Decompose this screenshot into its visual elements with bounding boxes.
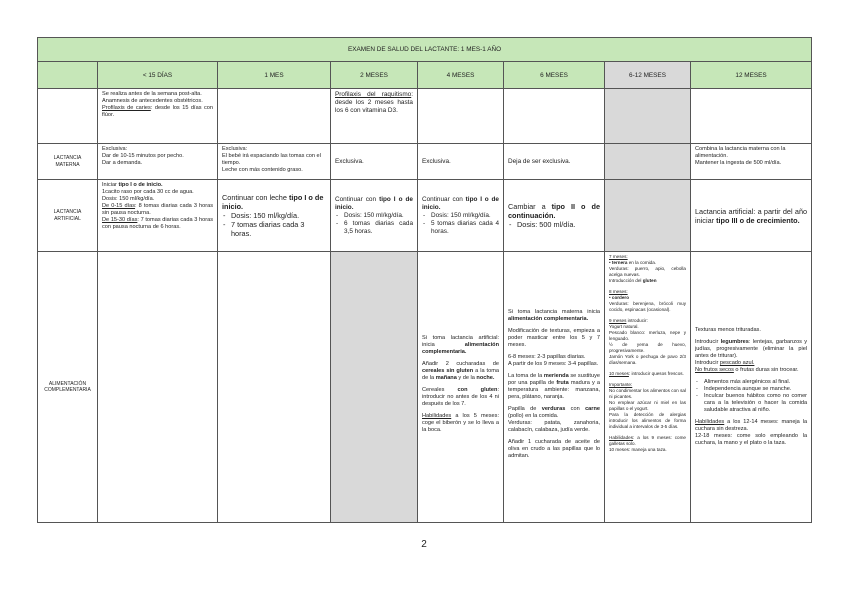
list-item: - Dosis: 500 ml/día. (517, 220, 600, 229)
cell-artificial-15-dias: Iniciar tipo I o de inicio. 1cacito raso por cada 30 cc de agua. Dosis: 150 ml/kg/día. De 0-15 días: 8 tomas diarias cada 3 horas sin pausa nocturna. De 15-30 días: 7 tomas diarias cada 3 horas con pausa nocturna de 6 horas. (98, 180, 218, 252)
row-label-lactancia-materna: LACTANCIA MATERNA (38, 144, 98, 180)
cell-complementaria-2-meses (331, 252, 418, 523)
list-item: - 6 tomas diarias cada 3,5 horas. (344, 220, 413, 236)
cell-complementaria-4-meses: Si toma lactancia artificial: inicia alimentación complementaria. Añadir 2 cucharadas de cereales sin gluten a la toma de la mañana y de la noche. Cereales con gluten: introducir no antes de los 4 ni después de los 7. Habilidades a los 5 meses: coge el biberón y se lo lleva a la boca. (418, 252, 504, 523)
cell-materna-1-mes: Exclusiva: El bebé irá espaciando las tomas con el tiempo. Leche con más contenido graso. (218, 144, 331, 180)
cell-materna-12-meses: Combina la lactancia materna con la alimentación. Mantener la ingesta de 500 ml/día. (691, 144, 812, 180)
list-item: - Dosis: 150 ml/kg/día. (431, 212, 499, 220)
cell-materna-15-dias: Exclusiva: Dar de 10-15 minutos por pecho. Dar a demanda. (98, 144, 218, 180)
cell-materna-4-meses: Exclusiva. (418, 144, 504, 180)
col-header-15-dias: < 15 DÍAS (98, 62, 218, 89)
cell-complementaria-12-meses: Texturas menos trituradas. Introducir legumbres: lentejas, garbanzos y judías, progresivamente (eliminar la piel antes de triturar). Introducir pescado azul. No frutos secos o frutas duras sin trocear. - Alimentos más alergénicos al final. - Independencia aunque se manche. - Inculcar buenos hábitos como no comer cara a la televisión o hacer la comida saludable atractiva al niño. Habilidades a los 12-14 meses: maneja la cuchara sin destreza. 12-18 meses: come solo empleando la cuchara, la mano y el plato o la taza. (691, 252, 812, 523)
cell-general-6-12-meses (605, 89, 691, 144)
table-row-lactancia-artificial (38, 180, 812, 252)
col-header-1-mes: 1 MES (218, 62, 331, 89)
cell-general-2-meses: Profilaxis del raquitismo: desde los 2 meses hasta los 6 con vitamina D3. (331, 89, 418, 144)
row-label-lactancia-artificial: LACTANCIA ARTIFICIAL (38, 180, 98, 252)
cell-complementaria-6-meses: Si toma lactancia materna inicia alimentación complementaria. Modificación de texturas, empieza a poder masticar entre los 5 y 7 meses. 6-8 meses: 2-3 papillas diarias. A partir de los 9 meses: 3-4 papillas. La toma de la merienda se sustituye por una papilla de fruta madura y a temperatura ambiente: manzana, pera, plátano, naranja. Papilla de verduras con carne (pollo) en la comida. Verduras: patata, zanahoria, calabacín, calabaza, judía verde. Añadir 1 cucharada de aceite de oliva en crudo a las papillas que lo admitan. (504, 252, 605, 523)
cell-general-15-dias: Se realiza antes de la semana post-alta. Anamnesis de antecedentes obstétricos. Profilaxis de caries: desde los 15 días con flúor. (98, 89, 218, 144)
cell-complementaria-1-mes (218, 252, 331, 523)
list-item: - Dosis: 150 ml/kg/día. (344, 212, 413, 220)
col-header-2-meses: 2 MESES (331, 62, 418, 89)
cell-general-6-meses (504, 89, 605, 144)
table-row-general (38, 89, 812, 144)
col-header-6-12-meses: 6-12 MESES (605, 62, 691, 89)
cell-general-1-mes (218, 89, 331, 144)
cell-complementaria-15-dias (98, 252, 218, 523)
table-row-lactancia-materna (38, 144, 812, 180)
cell-complementaria-6-12-meses: 7 meses: • ternera en la comida. Verduras: puerro, apio, cebolla acelga nuevas. Introducción del gluten 8 meses: • cordero Verduras: berenjena, brócoli muy cocido, espinacas (ocasional). 9 meses introducir: Yogurt natural. Pescado blanco: merluza, nepe y lenguado. ½ de yema de huevo, progresivamente. Jamón York o pechuga de pavo 2/3 días/semana. 10 meses: introducir quesos frescos. Importante: No condimentar los alimentos con sal ni picantes. No emplear azúcar ni miel en las papillas o el yogurt. Para la detección de alergias introducir los alimentos de forma individual a intervalos de 3-5 días. Habilidades: a los 9 meses: come galletas solo. 10 meses: maneja una taza. (605, 252, 691, 523)
list-item: - Independencia aunque se manche. (704, 386, 807, 393)
col-header-12-meses: 12 MESES (691, 62, 812, 89)
cell-artificial-6-12-meses (605, 180, 691, 252)
col-header-6-meses: 6 MESES (504, 62, 605, 89)
cell-artificial-12-meses: Lactancia artificial: a partir del año iniciar tipo III o de crecimiento. (691, 180, 812, 252)
cell-artificial-4-meses: Continuar con tipo I o de inicio. - Dosis: 150 ml/kg/día. - 5 tomas diarias cada 4 horas. (418, 180, 504, 252)
cell-artificial-1-mes: Continuar con leche tipo I o de inicio. - Dosis: 150 ml/kg/día. - 7 tomas diarias cada 3 horas. (218, 180, 331, 252)
health-exam-table (37, 37, 812, 523)
cell-general-4-meses (418, 89, 504, 144)
cell-artificial-2-meses: Continuar con tipo I o de inicio. - Dosis: 150 ml/kg/día. - 6 tomas diarias cada 3,5 horas. (331, 180, 418, 252)
list-item: - 5 tomas diarias cada 4 horas. (431, 220, 499, 236)
list-item: - Dosis: 150 ml/kg/día. (231, 211, 326, 220)
list-item: - Inculcar buenos hábitos como no comer cara a la televisión o hacer la comida saludable atractiva al niño. (704, 393, 807, 414)
cell-artificial-6-meses: Cambiar a tipo II o de continuación. - Dosis: 500 ml/día. (504, 180, 605, 252)
col-header-4-meses: 4 MESES (418, 62, 504, 89)
cell-materna-2-meses: Exclusiva. (331, 144, 418, 180)
list-item: - Alimentos más alergénicos al final. (704, 379, 807, 386)
cell-materna-6-12-meses (605, 144, 691, 180)
row-label-alimentacion-complementaria: ALIMENTACIÓN COMPLEMENTARIA (38, 252, 98, 523)
row-label-general (38, 89, 98, 144)
cell-general-12-meses (691, 89, 812, 144)
header-corner (38, 62, 98, 89)
page-number: 2 (421, 539, 427, 550)
list-item: - 7 tomas diarias cada 3 horas. (231, 220, 326, 238)
table-title: EXAMEN DE SALUD DEL LACTANTE: 1 MES-1 AÑO (38, 38, 812, 62)
cell-materna-6-meses: Deja de ser exclusiva. (504, 144, 605, 180)
table-row-alimentacion-complementaria (38, 252, 812, 523)
